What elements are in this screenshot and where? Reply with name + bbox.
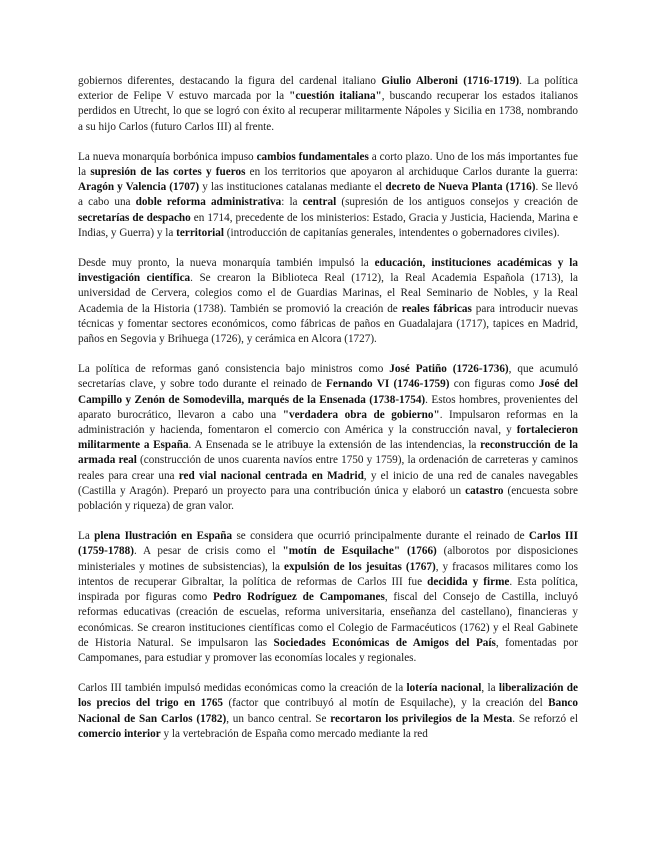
- text-run: a corto plazo. Uno de los más importantes fue la: [78, 150, 578, 179]
- bold-text: doble reforma administrativa: [135, 196, 282, 209]
- bold-text: lotería nacional: [406, 682, 482, 695]
- text-run: , fomentadas por Campomanes, para estudiar y promover las economías locales y regionales.: [78, 636, 578, 664]
- paragraph-2: [78, 150, 578, 241]
- bold-text: Sociedades Económicas de Amigos del País: [273, 636, 496, 649]
- bold-text: recortaron los privilegios de la Mesta: [330, 712, 513, 725]
- bold-text: liberalización de los precios del trigo en 1765: [78, 682, 578, 710]
- document-body: [78, 74, 578, 757]
- bold-text: secretarías de despacho: [78, 211, 191, 224]
- text-run: . Se reforzó el: [512, 712, 578, 725]
- bold-text: Pedro Rodríguez de Campomanes: [212, 591, 385, 604]
- text-run: (introducción de capitanías generales, intendentes o gobernadores civiles).: [224, 226, 560, 239]
- text-run: . A pesar de crisis como el: [133, 545, 283, 558]
- bold-text: territorial: [176, 226, 224, 239]
- text-run: Carlos III también impulsó medidas económicas como la creación de la: [78, 682, 407, 695]
- text-run: . Se crearon la Biblioteca Real (1712), la Real Academia Española (1713), la universidad de Cervera, colegios como el de Guardias Marinas, el Real Seminario de Nobles, y la Real Academia de la Historia (1738). También se promovió la creación de: [78, 272, 578, 315]
- bold-text: educación, instituciones académicas y la investigación científica: [78, 257, 578, 285]
- bold-text: Aragón y Valencia (1707): [78, 181, 200, 194]
- text-run: en 1714, precedente de los ministerios: Estado, Gracia y Justicia, Hacienda, Marina e Indias, y Guerra) y la: [78, 211, 578, 239]
- text-run: en los territorios que apoyaron al archiduque Carlos durante la guerra:: [245, 166, 578, 179]
- bold-text: decreto de Nueva Planta (1716): [385, 181, 536, 194]
- bold-text: decidida y firme: [427, 575, 510, 588]
- text-run: , y el inicio de una red de canales navegables (Castilla y Aragón). Preparó un proyecto para una contribución única y elaboró un: [78, 469, 578, 497]
- bold-text: plena Ilustración en España: [94, 530, 233, 543]
- bold-text: supresión de las cortes y fueros: [90, 166, 246, 179]
- text-run: La nueva monarquía borbónica impuso: [78, 150, 257, 163]
- text-run: , la: [481, 682, 499, 695]
- text-run: . La política exterior de Felipe V estuvo marcada por la: [78, 75, 578, 103]
- text-run: . A Ensenada se le atribuye la extensión de las intendencias, la: [188, 439, 481, 452]
- bold-text: central: [302, 196, 337, 209]
- bold-text: reales fábricas: [401, 302, 472, 315]
- paragraph-4: [78, 362, 578, 514]
- bold-text: José Patiño (1726-1736): [389, 363, 509, 376]
- text-run: La política de reformas ganó consistencia bajo ministros como: [78, 363, 390, 376]
- bold-text: expulsión de los jesuitas (1767): [284, 560, 436, 573]
- paragraph-1: [78, 74, 578, 135]
- text-run: (supresión de los antiguos consejos y creación de: [336, 196, 578, 209]
- text-run: para introducir nuevas técnicas y fomentar sectores económicos, como fábricas de paños en Guadalajara (1717), tapices en Madrid, paños en Segovia y Brihuega (1726), y cerámica en Alcora (1727).: [78, 302, 579, 346]
- bold-text: Giulio Alberoni (1716-1719): [381, 75, 520, 87]
- text-run: , y fracasos militares como los intentos de recuperar Gibraltar, la política de reformas de Carlos III fue: [78, 560, 578, 588]
- bold-text: "verdadera obra de gobierno": [282, 408, 440, 421]
- bold-text: reconstrucción de la armada real: [78, 439, 578, 467]
- text-run: . Estos hombres, provenientes del aparato burocrático, llevaron a cabo una: [78, 393, 578, 421]
- text-run: , buscando recuperar los estados italianos perdidos en Utrecht, lo que se logró con éxito al recuperar militarmente Nápoles y Sicilia en 1738, nombrando a su hijo Carlos (futuro Carlos III) al frente.: [78, 90, 578, 133]
- text-run: gobiernos diferentes, destacando la figura del cardenal italiano: [78, 75, 382, 87]
- bold-text: "motín de Esquilache" (1766): [282, 545, 437, 558]
- text-run: (construcción de unos cuarenta navíos entre 1750 y 1759), la ordenación de carreteras y caminos reales para crear una: [78, 454, 578, 482]
- text-run: . Se llevó a cabo una: [78, 181, 579, 209]
- text-run: . Impulsaron reformas en la administración y hacienda, fomentaron el comercio con América y la construcción naval, y: [78, 408, 579, 437]
- text-run: y las instituciones catalanas mediante el: [199, 181, 386, 194]
- bold-text: fortalecieron militarmente a España: [78, 424, 578, 452]
- bold-text: "cuestión italiana": [289, 90, 382, 103]
- text-run: con figuras como: [449, 378, 539, 391]
- bold-text: cambios fundamentales: [256, 150, 369, 163]
- bold-text: red vial nacional centrada en Madrid: [178, 469, 364, 482]
- text-run: . Esta política, inspirada por figuras como: [78, 575, 578, 604]
- bold-text: Fernando VI (1746-1759): [326, 378, 450, 391]
- text-run: , fiscal del Consejo de Castilla, incluyó reformas educativas (creación de escuelas, reforma universitaria, enseñanza del castellano), financieras y económicas. Se crearon instituciones científicas como el Colegio de Farmacéuticos (1762) y el Real Gabinete de Historia Natural. Se impulsaron las: [78, 591, 578, 649]
- text-run: La: [78, 530, 95, 543]
- paragraph-3: [78, 256, 578, 347]
- text-run: , un banco central. Se: [226, 712, 331, 725]
- bold-text: catastro: [465, 484, 504, 497]
- text-run: , que acumuló secretarías clave, y sobre todo durante el reinado de: [78, 363, 578, 391]
- paragraph-5: [78, 529, 578, 666]
- text-run: (alborotos por disposiciones ministeriales y motines de subsistencias), la: [78, 545, 578, 573]
- text-run: (encuesta sobre población y riqueza) de gran valor.: [78, 484, 578, 513]
- text-run: se considera que ocurrió principalmente durante el reinado de: [232, 530, 529, 543]
- text-run: y la vertebración de España como mercado mediante la red: [160, 727, 428, 740]
- bold-text: Carlos III (1759-1788): [78, 530, 578, 558]
- bold-text: comercio interior: [78, 727, 161, 740]
- text-run: : la: [281, 196, 303, 209]
- bold-text: Banco Nacional de San Carlos (1782): [78, 697, 578, 725]
- bold-text: José del Campillo y Zenón de Somodevilla, marqués de la Ensenada (1738-1754): [78, 378, 578, 406]
- paragraph-6: [78, 681, 578, 742]
- text-run: Desde muy pronto, la nueva monarquía también impulsó la: [78, 257, 375, 270]
- text-run: (factor que contribuyó al motín de Esquilache), y la creación del: [223, 697, 549, 710]
